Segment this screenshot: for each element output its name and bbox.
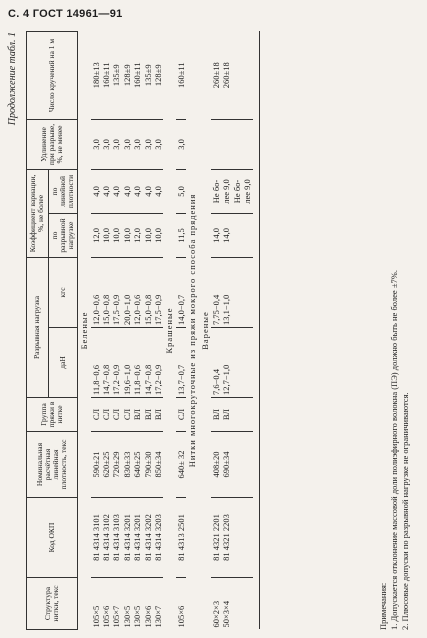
b2-okp: 81 4313 2501 — [175, 514, 186, 561]
b3-twist: 260±18 260±18 — [211, 62, 232, 89]
col-elongation: Удлинение при разрыве, %, не менее — [27, 119, 78, 169]
b2-twist: 160±11 — [175, 62, 186, 89]
continuation-label: Продолжение табл. 1 — [7, 32, 18, 126]
b1-var-density: 4,0 4,0 4,0 4,0 4,0 4,0 4,0 — [90, 186, 163, 197]
b1-kgs: 12,0−0,6 15,0−0,8 17,5−0,9 20,0−1,0 12,0−0,6 15,0−0,8 17,5−0,9 — [90, 294, 163, 325]
b2-group: СЛ — [175, 408, 186, 421]
b3-nominal: 408±20 690±34 — [211, 451, 232, 478]
table-row-block2 — [176, 31, 186, 629]
notes-heading: Примечания: — [378, 582, 388, 630]
b2-var-load: 11,5 — [175, 228, 186, 243]
col-variation: Коэффициент вариации, %, не более — [27, 169, 49, 257]
b3-okp: 81 4321 2201 81 4321 2203 — [211, 514, 232, 561]
section-bleached: Беленые — [79, 311, 90, 350]
section-wet-spun: Нитки многокруточные из пряжи мокрого способа прядения — [187, 193, 198, 468]
col-twist: Число кручений на 1 м — [27, 31, 78, 119]
b1-dan: 11,8−0,6 14,7−0,8 17,2−0,9 19,6−1,0 11,8−0,6 14,7−0,8 17,2−0,9 — [90, 364, 163, 395]
specs-table — [26, 31, 260, 630]
col-okp: Код ОКП — [27, 498, 78, 578]
b2-dan: 13,7−0,7 — [175, 364, 186, 395]
col-dan: даН — [48, 328, 78, 398]
col-kgs: кгс — [48, 257, 78, 327]
b3-structure: 60×2×3 50×3×4 — [211, 600, 232, 628]
col-nominal: Номинальная расчётная линейная плотность, текс — [27, 432, 78, 498]
notes — [378, 270, 411, 630]
b1-elongation: 3,0 3,0 3,0 3,0 3,0 3,0 3,0 — [90, 139, 163, 150]
col-var-density: по линейной плотности — [48, 169, 78, 213]
b2-kgs: 14,0−0,7 — [175, 294, 186, 325]
b3-var-density: Не бо- лее 9,0 Не бо- лее 9,0 — [211, 179, 253, 204]
col-breaking: Разрывная нагрузка — [27, 257, 49, 397]
col-group: Группа пряжи в нитке — [27, 398, 78, 432]
b3-var-load: 14,0 14,0 — [211, 228, 232, 243]
note-1: 1. Допускается отклонение массовой доли полиэфирного волокна (ПЭ) должно быть не более ±7%. — [389, 270, 400, 630]
table-row-block1 — [91, 31, 164, 629]
page-header: С. 4 ГОСТ 14961—91 — [8, 8, 123, 20]
b3-elongation — [211, 122, 221, 167]
b3-group: ВЛ ВЛ — [211, 408, 232, 421]
b1-okp: 81 4314 3101 81 4314 3102 81 4314 3103 81 4314 3201 81 4314 3201 81 4314 3202 81 4314 3203 — [90, 514, 163, 561]
b2-elongation: 3,0 — [175, 139, 186, 150]
b1-nominal: 590±21 620±25 720±29 830±33 640±25 790±30 850±34 — [90, 451, 163, 478]
b2-var-density: 5,0 — [175, 186, 186, 197]
b1-group: СЛ СЛ СЛ СЛ ВЛ ВЛ ВЛ — [90, 408, 163, 421]
b2-nominal: 640± 32 — [175, 450, 186, 479]
col-var-load: по разрывной нагрузке — [48, 213, 78, 257]
section-dyed: Крашеные — [164, 307, 175, 354]
b1-twist: 180±13 160±11 135±9 128±9 160±11 135±9 128±9 — [90, 62, 163, 89]
b1-var-load: 12,0 10,0 10,0 10,0 12,0 10,0 10,0 — [90, 228, 163, 243]
rotated-table-page — [8, 30, 418, 630]
b2-structure: 105×6 — [175, 605, 186, 628]
b3-dan: 7,6−0,4 12,7−1,0 — [211, 364, 232, 395]
section-boiled: Вареные — [199, 311, 210, 350]
b1-structure: 105×5 105×6 105×7 130×5 130×5 130×6 130×7 — [90, 605, 163, 628]
b3-kgs: 7,75−0,4 13,1−1,0 — [211, 294, 232, 325]
table-row-block3 — [211, 31, 252, 629]
col-structure: Структура нитки, текс — [27, 578, 78, 630]
note-2: 2. Плюсовые допуски по разрывной нагрузке не ограничиваются. — [400, 392, 411, 630]
